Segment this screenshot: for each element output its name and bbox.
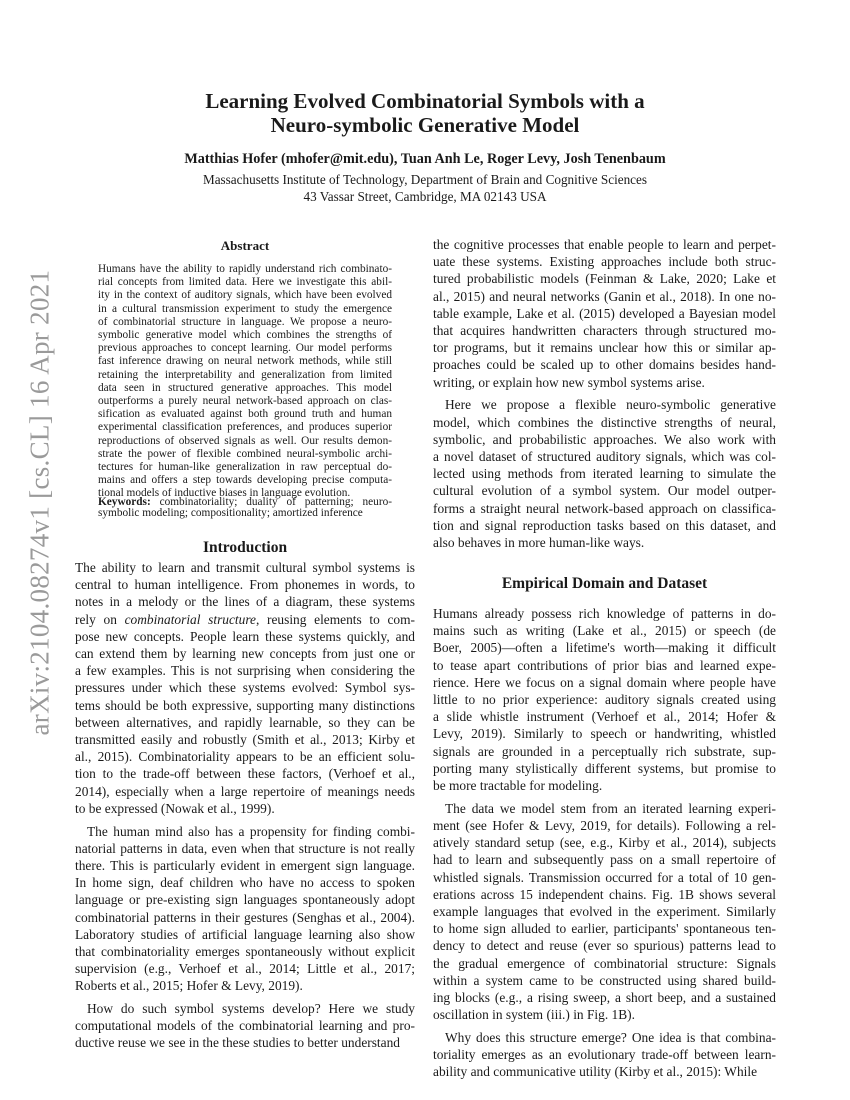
text-line: How do such symbol systems develop? Here we study [87,1001,415,1017]
text-line: rial concepts from limited data. Here we investigate this abil- [98,276,392,289]
text-line: ductive reuse we see in the these studies to better understand [75,1035,400,1051]
text-line: the gradual emergence of combinatorial structure: Signals [433,955,776,971]
text-line: fast inference drawing on neural network methods, while still [98,355,392,368]
text-line: to tease apart contributions of prior bias and learned expe- [433,657,776,673]
affiliation-address: 43 Vassar Street, Cambridge, MA 02143 USA [303,189,547,204]
text-line: mains and offers a step towards developing precise computa- [98,474,392,487]
text-line: there. This is particularly evident in emergent sign language. [75,857,415,873]
text-line: al., 2015) and neural networks (Ganin et al., 2018). In one no- [433,288,776,304]
text-line: The human mind also has a propensity for finding combi- [87,823,415,839]
text-line: writing, or explain how new symbol systems arise. [433,374,705,390]
paragraph [75,559,415,817]
paragraph [433,396,776,551]
text-line: between alternatives, and rapidly learnable, so they can be [75,714,415,730]
title-line: Learning Evolved Combinatorial Symbols with a [205,89,645,113]
text-line: Humans already possess rich knowledge of patterns in do- [433,606,776,621]
section-heading-introduction: Introduction [202,539,288,556]
text-line: tured probabilistic models (Feinman & Lake, 2020; Lake et [433,271,776,287]
text-line: In home sign, deaf children who have no access to spoken [75,875,415,891]
text-line: tectures for human-like generalization in raw perceptual do- [98,461,392,474]
text-line: natorial patterns in data, even when that structure is not really [75,840,415,856]
text-line: toriality emerges as an evolutionary trade-off between learn- [433,1047,776,1063]
text-line: a few examples. This is not surprising when considering the [75,663,415,679]
empirical-domain-body [433,605,776,1080]
text-line: lected using methods from iterated learning to simulate the [433,466,776,482]
affiliation-name: Massachusetts Institute of Technology, Department of Brain and Cognitive Sciences [202,172,648,187]
text-line: ity in the context of auditory signals, which have been evolved [98,289,392,302]
text-line: to be expressed (Nowak et al., 1999). [75,800,275,816]
text-line: ment (see Hofer & Levy, 2019, for details). Following a rel- [433,817,776,833]
abstract-heading: Abstract [220,238,270,253]
emphasized-text: combinatorial structure [124,611,256,627]
text-line: erations across 15 independent chains. Fig. 1B shows several [433,886,776,902]
text-line: within a system came to be constructed using shared build- [433,972,776,988]
text-line: Why does this structure emerge? One idea is that combina- [445,1029,776,1045]
text-line: ing blocks (e.g., a rising sweep, a short beep, and a sustained [433,989,776,1005]
text-line: tional models of inductive biases in language evolution. [98,487,351,500]
text-line: notes in a melody or the lines of a diagram, these systems [75,594,415,610]
text-line: that combinatoriality emerges spontaneously without explicit [75,943,415,959]
text-line: the cognitive processes that enable people to learn and perpet- [433,237,776,252]
text-line [75,611,415,628]
affiliation [0,171,850,205]
text-line: atively standard setup (see, e.g., Kirby et al., 2014), subjects [433,835,776,851]
text-line: proaches could be scaled up to other domains besides hand- [433,357,776,373]
text-line: Levy, 2019). Similarly to speech or handwriting, whistled [433,726,776,742]
text-line: be more tractable for modeling. [433,778,603,794]
paragraph [433,605,776,794]
keywords-line: symbolic modeling; compositionality; amortized inference [98,507,363,520]
text-line: a novel dataset of structured auditory signals, which was col- [433,448,776,464]
text-line: reproductions of observed signals as well. Our results demon- [98,434,392,447]
text-line: symbolic, and probabilistic approaches. We also work with [433,431,776,447]
paragraph [75,823,415,995]
text-line: to home sign alluded to earlier, participants' spontaneous ten- [433,921,776,937]
text-line: can extend them by learning new concepts from just one or [75,646,415,662]
paragraph [433,1029,776,1081]
text-line: pose new concepts. People learn these systems quickly, and [75,628,415,644]
text-line: supervision (e.g., Verhoef et al., 2014; Little et al., 2017; [75,961,415,977]
text-line: tems should be both expressive, supporting many distinctions [75,697,415,713]
introduction-body [75,559,415,1052]
text-line: a slide whistle instrument (Verhoef et al., 2014; Hofer & [433,709,776,725]
text-line: forms a straight neural network-based approach on classifica- [433,500,776,516]
paragraph [98,263,392,501]
text-line: The data we model stem from an iterated learning experi- [445,800,776,816]
text-line: 2014), especially when a large repertoire of meanings needs [75,783,415,799]
text-line: outperforms a purely neural network-based approach on clas- [98,395,392,408]
text-line: combinatorial patterns in their gestures (Senghas et al., 2004). [75,909,415,925]
text-line: Boer, 2005)—often a lifetime's worth—making it difficult [433,640,776,656]
text-line: transmitted easily and robustly (Smith et al., 2013; Kirby et [75,732,415,748]
text-line: tion to the trade-off between these factors, (Verhoef et al., [75,766,415,782]
text-line: language or pre-existing sign languages spontaneously adopt [75,892,415,908]
text-line: mains such as writing (Lake et al., 2015) or speech (de [433,623,776,639]
text-line: oscillation in system (iii.) in Fig. 1B). [433,1007,635,1023]
text-line: porting many stylistically different systems, but promise to [433,760,776,776]
text-line: computational models of the combinatorial learning and pro- [75,1018,415,1034]
text-line: retaining the interpretability and generalization from limited [98,368,392,381]
text-line: model, which combines the distinctive strengths of neural, [433,414,776,430]
abstract-body [98,263,392,501]
text-line: ability and communicative utility (Kirby et al., 2015): While [433,1064,758,1080]
text-line: rience. Here we focus on a signal domain where people have [433,674,776,690]
text-line: dency to detect and reuse (ever so spurious) patterns lead to [433,938,776,954]
text-line: strate the power of flexible combined neural-symbolic archi- [98,447,392,460]
paragraph [75,1000,415,1052]
section-heading-empirical-domain: Empirical Domain and Dataset [501,575,708,592]
text-line: Laboratory studies of artificial language learning also show [75,926,415,942]
keywords-line [98,496,392,507]
text-line: had to learn and subsequently pass on a small repertoire of [433,852,776,868]
text-line: Roberts et al., 2015; Hofer & Levy, 2019). [75,978,303,994]
text-line: symbolic generative model which combines the strengths of [98,329,392,342]
paper-title [0,89,850,137]
text-line: cultural evolution of a symbol system. Our model outper- [433,483,776,499]
text-line: pressures under which these systems evolved: Symbol sys- [75,680,415,696]
arxiv-identifier-sidebar: arXiv:2104.08274v1 [cs.CL] 16 Apr 2021 [24,269,55,736]
text-line: of combinatorial structure in language. We propose a neuro- [98,315,392,328]
keywords-text: combinatoriality; duality of patterning; neuro- [150,496,392,508]
title-line: Neuro-symbolic Generative Model [270,113,580,137]
paragraph [433,236,776,391]
keywords [98,496,392,519]
text-line: Humans have the ability to rapidly understand rich combinato- [98,263,392,275]
text-line: that acquires handwritten characters through structured mo- [433,323,776,339]
text-line: central to human intelligence. From phonemes in words, to [75,577,415,593]
text-line: example languages that evolved in the experiment. Similarly [433,903,776,919]
text-line: also behaves in more human-like ways. [433,534,645,550]
text-line: The ability to learn and transmit cultural symbol systems is [75,560,415,575]
text-line: little to no prior experience: auditory signals created using [433,692,776,708]
text-line: sification as evaluated against both ground truth and human [98,408,392,421]
text-line: data seen in structured generative approaches. This model [98,381,392,394]
keywords-label: Keywords: [98,496,151,508]
text-line: uate these systems. Existing approaches include both struc- [433,254,776,270]
text-line: tion and signal reproduction tasks based on this dataset, and [433,517,776,533]
text-line: experimental classification preferences, and produces superior [98,421,392,434]
introduction-continued-body [433,236,776,551]
text-line: table example, Lake et al. (2015) developed a Bayesian model [433,305,776,321]
text-line: al., 2015). Combinatoriality appears to be an efficient solu- [75,749,415,765]
text-line: whistled signals. Transmission occurred for a total of 10 gen- [433,869,776,885]
text-line: in a cultural transmission experiment to study the emergence [98,302,392,315]
text-line: previous approaches to concept learning. Our model performs [98,342,392,355]
text-line: Here we propose a flexible neuro-symbolic generative [445,397,776,413]
text-segment: , reusing elements to com- [256,611,416,627]
text-line: signals are grounded in a perceptually rich substrate, sup- [433,743,776,759]
paragraph [433,800,776,1024]
text-segment: rely on [75,611,125,627]
author-list: Matthias Hofer (mhofer@mit.edu), Tuan Anh Le, Roger Levy, Josh Tenenbaum [184,151,666,167]
text-line: tor programs, but it remains unclear how this or similar ap- [433,340,776,356]
